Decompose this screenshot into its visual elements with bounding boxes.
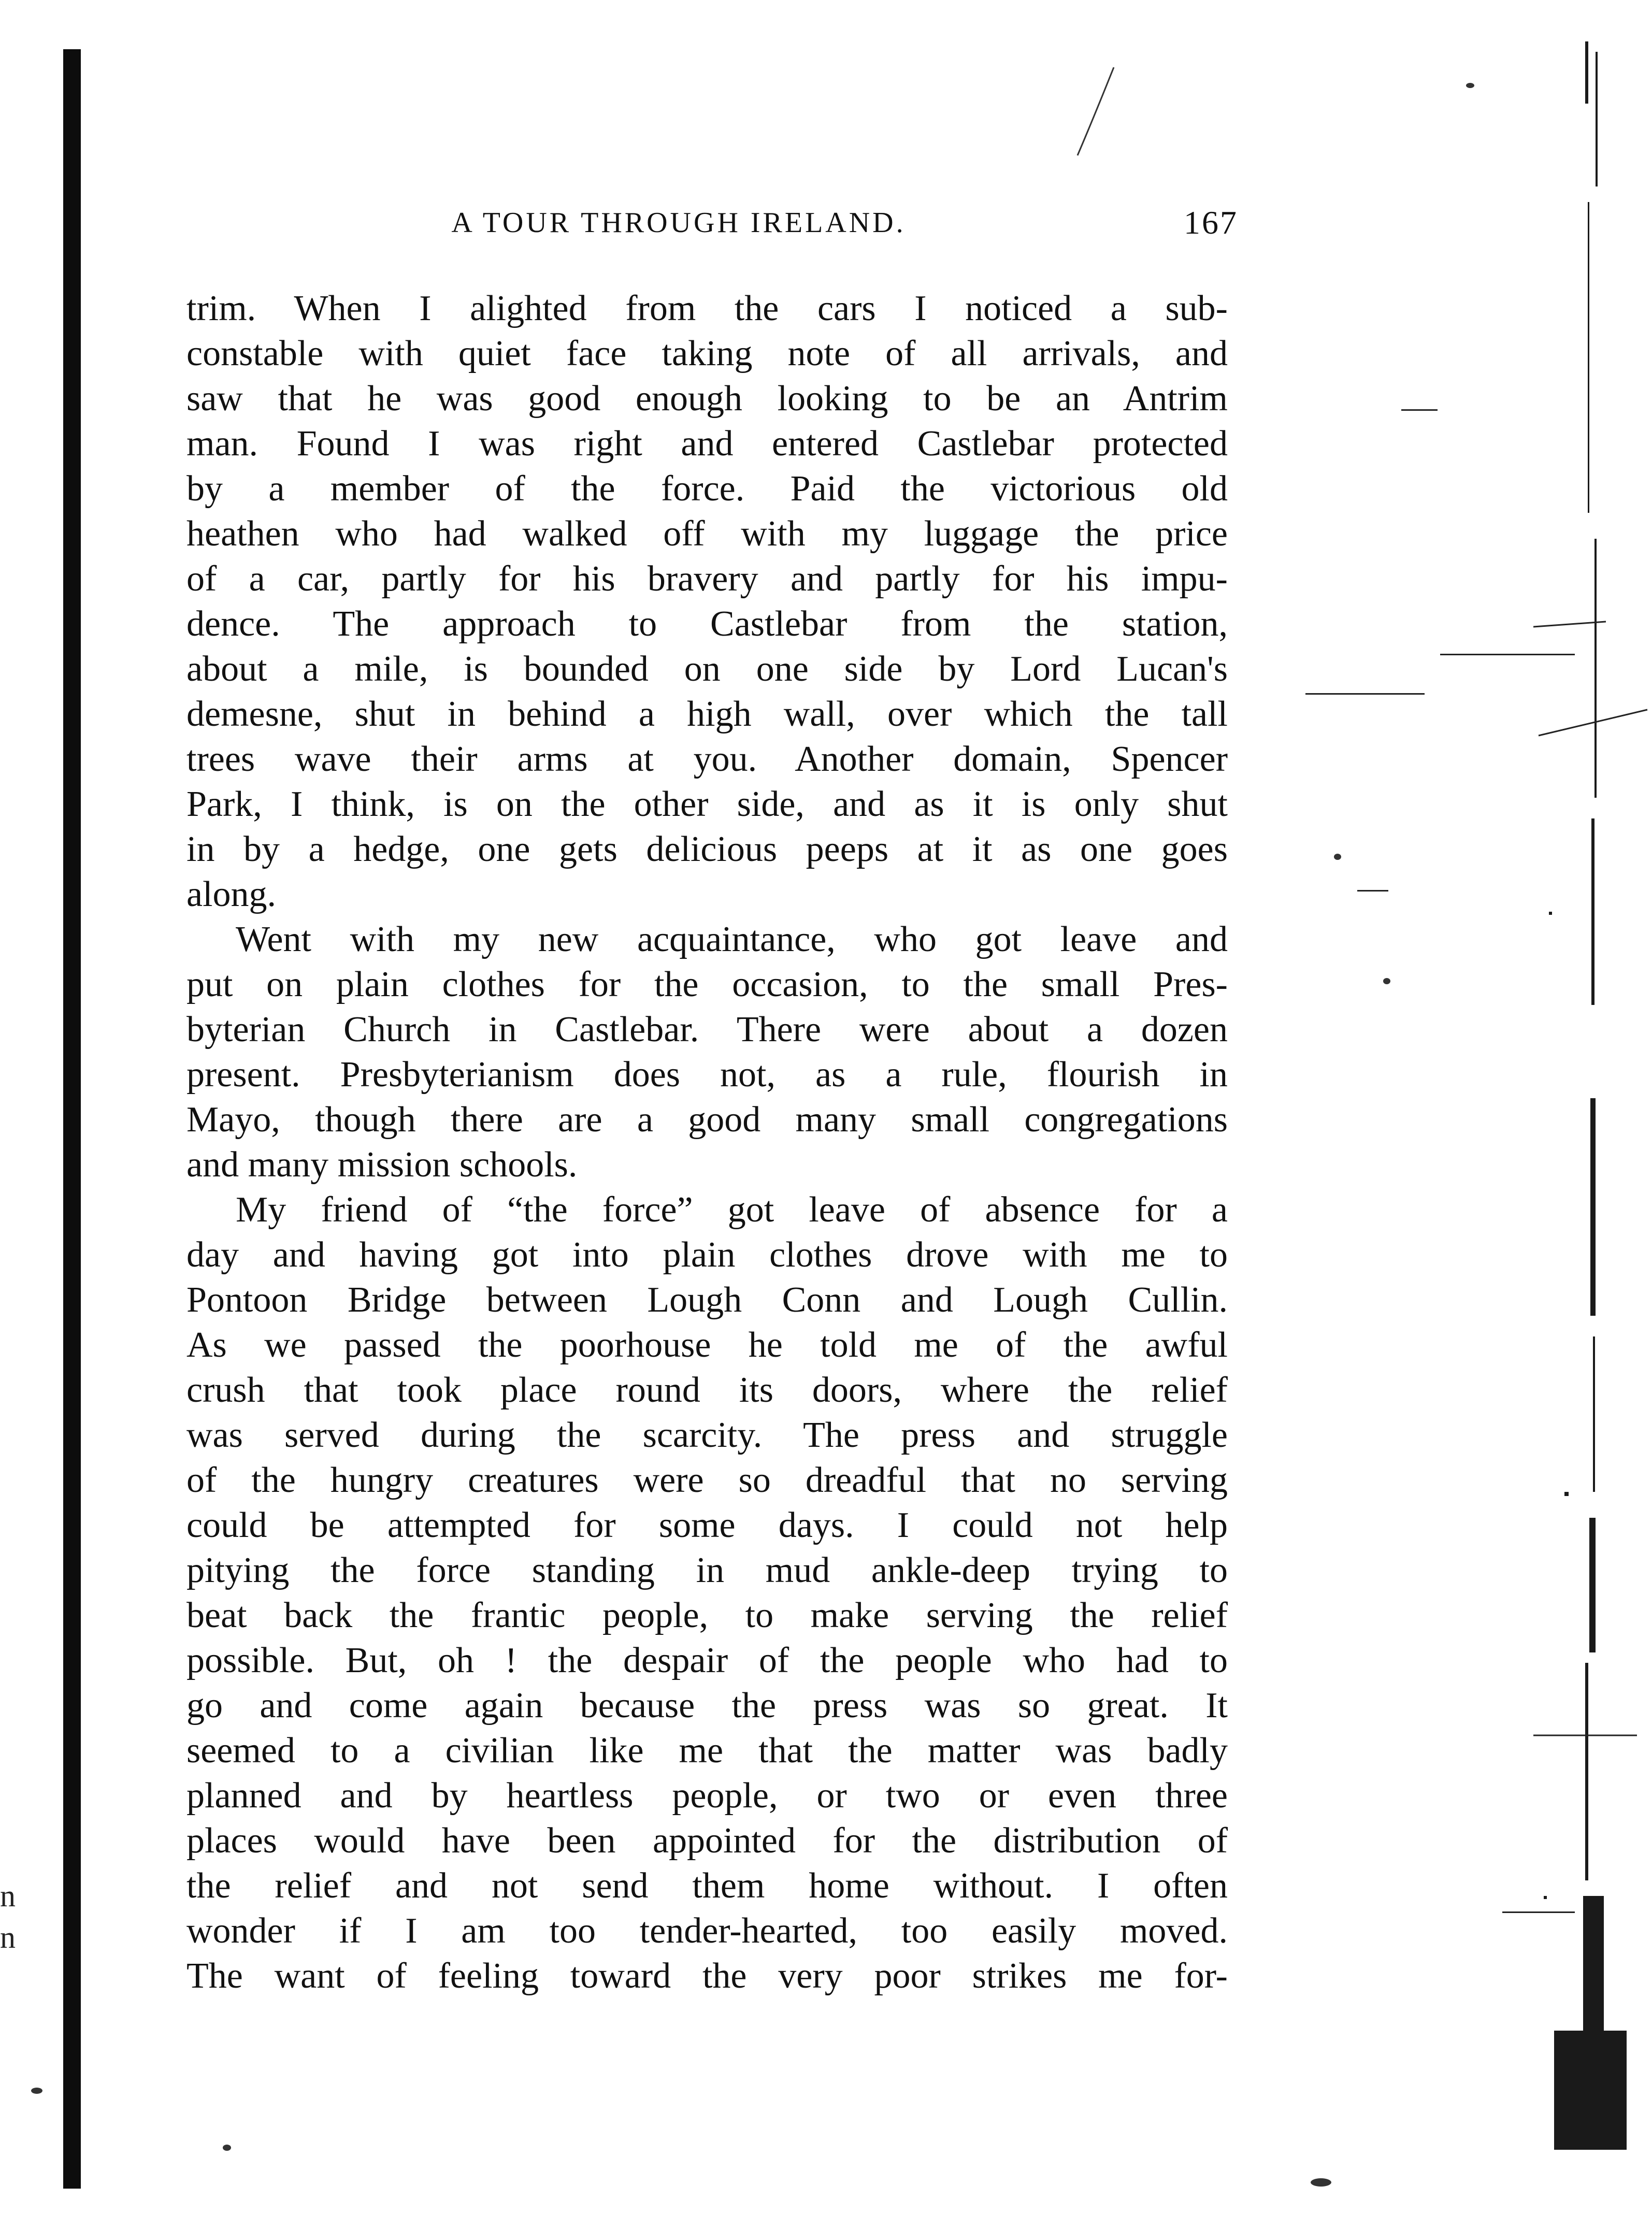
text-line: Pontoon Bridge between Lough Conn and Lough Cullin. [186,1280,1228,1320]
facing-page-fragments [0,1875,16,1958]
scan-speck [1383,978,1390,984]
margin-rule [1502,1911,1575,1913]
scan-edge-noise [1533,31,1652,2196]
text-line: The want of feeling toward the very poor strikes me for- [186,1956,1228,1996]
body-text [186,286,1228,1999]
text-line: was served during the scarcity. The press and struggle [186,1415,1228,1455]
text-line: saw that he was good enough looking to be an Antrim [186,379,1228,419]
text-line: man. Found I was right and entered Castlebar protected [186,424,1228,464]
text-line: demesne, shut in behind a high wall, over which the tall [186,694,1228,734]
text-line: beat back the frantic people, to make serving the relief [186,1595,1228,1635]
text-line: could be attempted for some days. I could not help [186,1505,1228,1545]
pencil-stroke-top [1057,62,1119,166]
text-line: heathen who had walked off with my luggage the price [186,514,1228,554]
text-line: dence. The approach to Castlebar from the station, [186,604,1228,644]
text-line: by a member of the force. Paid the victorious old [186,469,1228,509]
text-line: Went with my new acquaintance, who got leave and [236,919,1228,959]
text-line: of the hungry creatures were so dreadful that no serving [186,1460,1228,1500]
scan-speck [31,2088,42,2094]
text-line: Park, I think, is on the other side, and as it is only shut [186,784,1228,824]
margin-rule [1305,693,1425,695]
margin-rule [1401,409,1438,411]
scan-speck [1334,854,1341,860]
margin-letter: n [0,1879,16,1913]
text-line: day and having got into plain clothes drove with me to [186,1235,1228,1275]
text-line: seemed to a civilian like me that the matter was badly [186,1731,1228,1771]
text-line: planned and by heartless people, or two or even three [186,1776,1228,1816]
text-line: My friend of “the force” got leave of absence for a [236,1190,1228,1230]
binding-edge-shadow [63,49,81,2189]
running-title: A TOUR THROUGH IRELAND. [451,207,906,239]
text-line: constable with quiet face taking note of all arrivals, and [186,334,1228,373]
margin-letter: n [0,1920,16,1954]
text-line: Mayo, though there are a good many small congregations [186,1100,1228,1140]
text-line: As we passed the poorhouse he told me of the awful [186,1325,1228,1365]
text-line: in by a hedge, one gets delicious peeps at it as one goes [186,829,1228,869]
scan-speck [1311,2178,1331,2187]
text-line: places would have been appointed for the distribution of [186,1821,1228,1861]
text-line: about a mile, is bounded on one side by Lord Lucan's [186,649,1228,689]
text-line: pitying the force standing in mud ankle-deep trying to [186,1550,1228,1590]
margin-rule [1440,654,1575,655]
scan-speck [223,2145,231,2151]
text-line: present. Presbyterianism does not, as a rule, flourish in [186,1055,1228,1095]
text-line: and many mission schools. [186,1145,578,1185]
text-line: of a car, partly for his bravery and partly for his impu- [186,559,1228,599]
page-number: 167 [1184,204,1238,241]
running-head [186,199,1238,246]
text-line: trim. When I alighted from the cars I noticed a sub- [186,289,1228,328]
text-line: trees wave their arms at you. Another domain, Spencer [186,739,1228,779]
text-line: go and come again because the press was so great. It [186,1686,1228,1726]
text-line: along. [186,874,277,914]
margin-rule [1357,890,1388,892]
text-line: the relief and not send them home without. I often [186,1866,1228,1906]
text-line: crush that took place round its doors, where the relief [186,1370,1228,1410]
scan-speck [1466,83,1474,88]
text-line: possible. But, oh ! the despair of the people who had to [186,1641,1228,1680]
text-line: byterian Church in Castlebar. There were about a dozen [186,1010,1228,1050]
text-line: put on plain clothes for the occasion, to the small Pres- [186,965,1228,1004]
text-line: wonder if I am too tender-hearted, too easily moved. [186,1911,1228,1951]
